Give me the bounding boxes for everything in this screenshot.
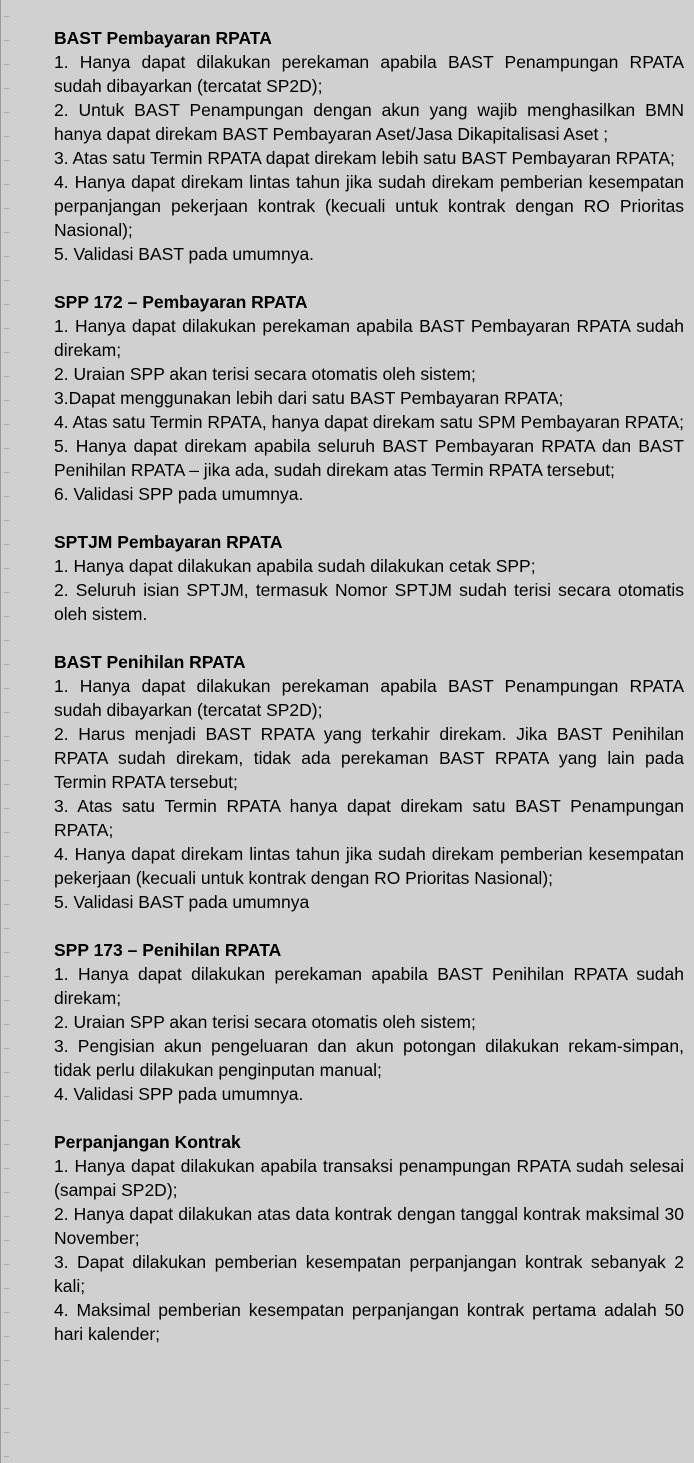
list-item: 3. Pengisian akun pengeluaran dan akun potongan dilakukan rekam-simpan, tidak perlu dilakukan penginputan manual; xyxy=(54,1036,684,1080)
line-marker xyxy=(4,1432,9,1433)
line-marker xyxy=(4,160,9,161)
list-item: 1. Hanya dapat dilakukan perekaman apabila BAST Penihilan RPATA sudah direkam; xyxy=(54,964,684,1008)
section xyxy=(54,530,684,626)
list-item: 2. Uraian SPP akan terisi secara otomatis oleh sistem; xyxy=(54,1012,476,1032)
line-marker xyxy=(4,1312,9,1313)
line-marker xyxy=(4,592,9,593)
line-marker xyxy=(4,928,9,929)
line-marker xyxy=(4,448,9,449)
line-marker-column xyxy=(4,0,14,1463)
line-marker xyxy=(4,1240,9,1241)
section xyxy=(54,938,684,1106)
line-marker xyxy=(4,328,9,329)
section xyxy=(54,650,684,914)
line-marker xyxy=(4,856,9,857)
list-item: 3. Atas satu Termin RPATA dapat direkam lebih satu BAST Pembayaran RPATA; xyxy=(54,148,675,168)
line-marker xyxy=(4,280,9,281)
line-marker xyxy=(4,400,9,401)
line-marker xyxy=(4,688,9,689)
line-marker xyxy=(4,520,9,521)
line-marker xyxy=(4,208,9,209)
list-item: 2. Uraian SPP akan terisi secara otomatis oleh sistem; xyxy=(54,364,476,384)
list-item: 4. Hanya dapat direkam lintas tahun jika sudah direkam pemberian kesempatan perpanjangan pekerjaan kontrak (kecuali untuk kontrak dengan RO Prioritas Nasional); xyxy=(54,172,684,240)
line-marker xyxy=(4,664,9,665)
line-marker xyxy=(4,376,9,377)
line-marker xyxy=(4,16,9,17)
line-marker xyxy=(4,880,9,881)
line-marker xyxy=(4,640,9,641)
line-marker xyxy=(4,304,9,305)
line-marker xyxy=(4,1000,9,1001)
list-item: 3.Dapat menggunakan lebih dari satu BAST Pembayaran RPATA; xyxy=(54,388,564,408)
line-marker xyxy=(4,1168,9,1169)
list-item: 5. Validasi BAST pada umumnya xyxy=(54,892,310,912)
line-marker xyxy=(4,1264,9,1265)
line-marker xyxy=(4,616,9,617)
line-marker xyxy=(4,712,9,713)
section-title: SPP 173 – Penihilan RPATA xyxy=(54,940,282,960)
line-marker xyxy=(4,40,9,41)
line-marker xyxy=(4,1192,9,1193)
line-marker xyxy=(4,1456,9,1457)
line-marker xyxy=(4,544,9,545)
list-item: 1. Hanya dapat dilakukan perekaman apabila BAST Penampungan RPATA sudah dibayarkan (tercatat SP2D); xyxy=(54,52,684,96)
list-item: 4. Maksimal pemberian kesempatan perpanjangan kontrak pertama adalah 50 hari kalender; xyxy=(54,1300,684,1344)
line-marker xyxy=(4,1408,9,1409)
list-item: 2. Untuk BAST Penampungan dengan akun yang wajib menghasilkan BMN hanya dapat direkam BAST Pembayaran Aset/Jasa Dikapitalisasi Aset ; xyxy=(54,100,684,144)
line-marker xyxy=(4,952,9,953)
line-marker xyxy=(4,1144,9,1145)
line-marker xyxy=(4,736,9,737)
list-item: 2. Harus menjadi BAST RPATA yang terkahir direkam. Jika BAST Penihilan RPATA sudah direkam, tidak ada perekaman BAST RPATA yang lain pada Termin RPATA tersebut; xyxy=(54,724,684,792)
line-marker xyxy=(4,184,9,185)
list-item: 1. Hanya dapat dilakukan apabila transaksi penampungan RPATA sudah selesai (sampai SP2D); xyxy=(54,1156,684,1200)
line-marker xyxy=(4,112,9,113)
list-item: 1. Hanya dapat dilakukan apabila sudah dilakukan cetak SPP; xyxy=(54,556,536,576)
list-item: 5. Validasi BAST pada umumnya. xyxy=(54,244,315,264)
line-marker xyxy=(4,64,9,65)
list-item: 2. Seluruh isian SPTJM, termasuk Nomor SPTJM sudah terisi secara otomatis oleh sistem. xyxy=(54,580,684,624)
line-marker xyxy=(4,1360,9,1361)
line-marker xyxy=(4,1048,9,1049)
list-item: 1. Hanya dapat dilakukan perekaman apabila BAST Pembayaran RPATA sudah direkam; xyxy=(54,316,684,360)
list-item: 4. Atas satu Termin RPATA, hanya dapat direkam satu SPM Pembayaran RPATA; xyxy=(54,412,684,432)
line-marker xyxy=(4,1384,9,1385)
list-item: 3. Dapat dilakukan pemberian kesempatan perpanjangan kontrak sebanyak 2 kali; xyxy=(54,1252,684,1296)
line-marker xyxy=(4,424,9,425)
line-marker xyxy=(4,472,9,473)
line-marker xyxy=(4,904,9,905)
line-marker xyxy=(4,352,9,353)
list-item: 4. Validasi SPP pada umumnya. xyxy=(54,1084,304,1104)
line-marker xyxy=(4,832,9,833)
section-title: SPP 172 – Pembayaran RPATA xyxy=(54,292,308,312)
line-marker xyxy=(4,232,9,233)
list-item: 4. Hanya dapat direkam lintas tahun jika sudah direkam pemberian kesempatan pekerjaan (kecuali untuk kontrak dengan RO Prioritas Nasional); xyxy=(54,844,684,888)
line-marker xyxy=(4,496,9,497)
document-body xyxy=(54,26,684,1370)
line-marker xyxy=(4,1336,9,1337)
section-title: BAST Penihilan RPATA xyxy=(54,652,246,672)
list-item: 1. Hanya dapat dilakukan perekaman apabila BAST Penampungan RPATA sudah dibayarkan (tercatat SP2D); xyxy=(54,676,684,720)
section-title: SPTJM Pembayaran RPATA xyxy=(54,532,283,552)
line-marker xyxy=(4,136,9,137)
line-marker xyxy=(4,808,9,809)
list-item: 2. Hanya dapat dilakukan atas data kontrak dengan tanggal kontrak maksimal 30 November; xyxy=(54,1204,684,1248)
line-marker xyxy=(4,1216,9,1217)
list-item: 5. Hanya dapat direkam apabila seluruh BAST Pembayaran RPATA dan BAST Penihilan RPATA – jika ada, sudah direkam atas Termin RPATA tersebut; xyxy=(54,436,684,480)
line-marker xyxy=(4,1288,9,1289)
line-marker xyxy=(4,88,9,89)
line-marker xyxy=(4,1120,9,1121)
list-item: 6. Validasi SPP pada umumnya. xyxy=(54,484,304,504)
line-marker xyxy=(4,976,9,977)
section xyxy=(54,290,684,506)
section-title: Perpanjangan Kontrak xyxy=(54,1132,241,1152)
list-item: 3. Atas satu Termin RPATA hanya dapat direkam satu BAST Penampungan RPATA; xyxy=(54,796,684,840)
section xyxy=(54,26,684,266)
line-marker xyxy=(4,1072,9,1073)
line-marker xyxy=(4,1096,9,1097)
line-marker xyxy=(4,256,9,257)
line-marker xyxy=(4,760,9,761)
line-marker xyxy=(4,1024,9,1025)
section-title: BAST Pembayaran RPATA xyxy=(54,28,272,48)
section xyxy=(54,1130,684,1346)
line-marker xyxy=(4,784,9,785)
line-marker xyxy=(4,568,9,569)
